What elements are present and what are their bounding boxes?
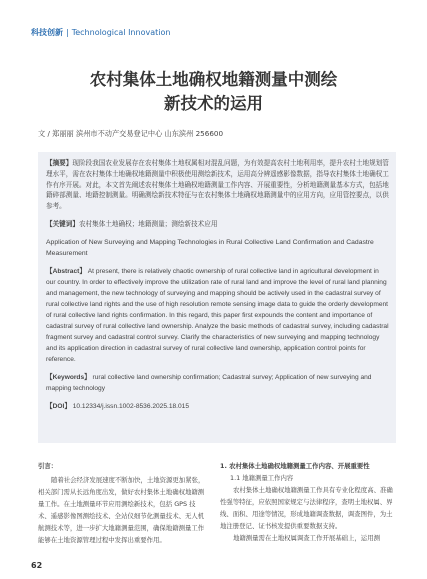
keywords-en	[46, 372, 390, 394]
body-column-left	[38, 460, 206, 546]
section-1-heading: 1. 农村集体土地确权地籍测量工作内容、开展重要性	[220, 462, 370, 470]
abstract-en	[46, 266, 390, 365]
abstract-box	[38, 152, 396, 443]
abstract-cn-text: 现阶段我国农业发展存在农村集体土地权属相对混乱问题，为有效提高农村土地利用率，提升农村土地规划管理水平，需在农村集体土地确权地籍测量中积极使用测绘新技术，运用高分辨遥感影像数据，指导农村集体土地确权工作有序开展。对此，本文首先阐述农村集体土地确权地籍测量工作内容、开展重要性，分析地籍测量基本方式，包括地籍碎部测量、地籍控制测量。明确测绘新技术特征与在农村集体土地确权地籍测量中的应用方向，应用管控要点，以供参考。	[46, 159, 389, 211]
column-name-en: Technological Innovation	[71, 28, 171, 37]
page-number: 62	[31, 561, 43, 570]
abstract-en-label: 【Abstract】	[46, 267, 86, 275]
column-name-cn: 科技创新	[31, 28, 63, 37]
journal-column-header	[31, 27, 170, 38]
abstract-en-text: At present, there is relatively chaotic ownership of rural collective land in agricultural development in our country. In order to effectively improve the utilization rate of rural land and improve the level of rural land planning and management, the new technology of surveying and mapping should be actively used in the cadastral survey of rural collective land rights and the use of high resolution remote sensing image data to guide the orderly development of rural collective land rights confirmation. In this regard, this paper first expounds the content and importance of cadastral survey of rural collective land ownership. Analyze the basic methods of cadastral survey, including cadastral fragment survey and cadastral control survey. Clarify the characteristics of new surveying and mapping technology and its application direction in cadastral survey of rural collective land ownership, application control points for reference.	[46, 267, 389, 363]
abstract-cn	[46, 158, 390, 212]
keywords-cn-label: 【关键词】	[46, 219, 79, 228]
section-1-1-heading: 1.1 地籍测量工作内容	[230, 474, 294, 482]
doi-label: 【DOI】	[46, 402, 71, 410]
section-paragraph-1: 农村集体土地确权地籍测量工作具有专业化程度高、准确性强等特征，应依照国家规定与法律程序，查明土地权属、界线、面积、用途等情况，形成地籍调查数据，调查图件，为土地注册登记、证书核发提供重要数据支持。	[220, 486, 393, 530]
doi	[46, 401, 390, 412]
keywords-en-text: rural collective land ownership confirmation; Cadastral survey; Application of new surveying and mapping technology	[46, 373, 372, 392]
article-title-line-2: 新技术的运用	[164, 94, 263, 113]
column-separator: |	[66, 28, 69, 37]
section-paragraph-2: 地籍测量需在土地权属调查工作开展基础上，运用测	[233, 534, 380, 542]
english-title: Application of New Surveying and Mapping Technologies in Rural Collective Land Confirmation and Cadastre Measurement	[46, 238, 374, 257]
introduction-paragraph: 随着社会经济发展速度不断加快，土地资源更加紧张，相关部门需从长远角度出发，做好农村集体土地确权地籍测量工作。在土地测量环节应用测绘新技术，包括 GPS 技术、遥感影像图测绘技术、全站仪细节化测量技术、无人机航测技术等，进一步扩大地籍测量范围，确保地籍测量工作能够在土地资源管理过程中发挥出重要作用。	[38, 476, 205, 544]
doi-text: 10.12334/j.issn.1002-8536.2025.18.015	[72, 402, 189, 410]
abstract-cn-label: 【摘要】	[46, 159, 73, 167]
keywords-en-label: 【Keywords】	[46, 373, 91, 381]
author-affiliation: 文 / 郑丽丽 滨州市不动产交易登记中心 山东滨州 256600	[38, 129, 224, 138]
body-column-right	[220, 460, 396, 544]
introduction-heading: 引言：	[38, 462, 58, 470]
keywords-cn	[46, 219, 390, 230]
keywords-cn-text: 农村集体土地确权；地籍测量；测绘新技术应用	[78, 219, 218, 228]
article-title-line-1: 农村集体土地确权地籍测量中测绘	[89, 70, 338, 89]
